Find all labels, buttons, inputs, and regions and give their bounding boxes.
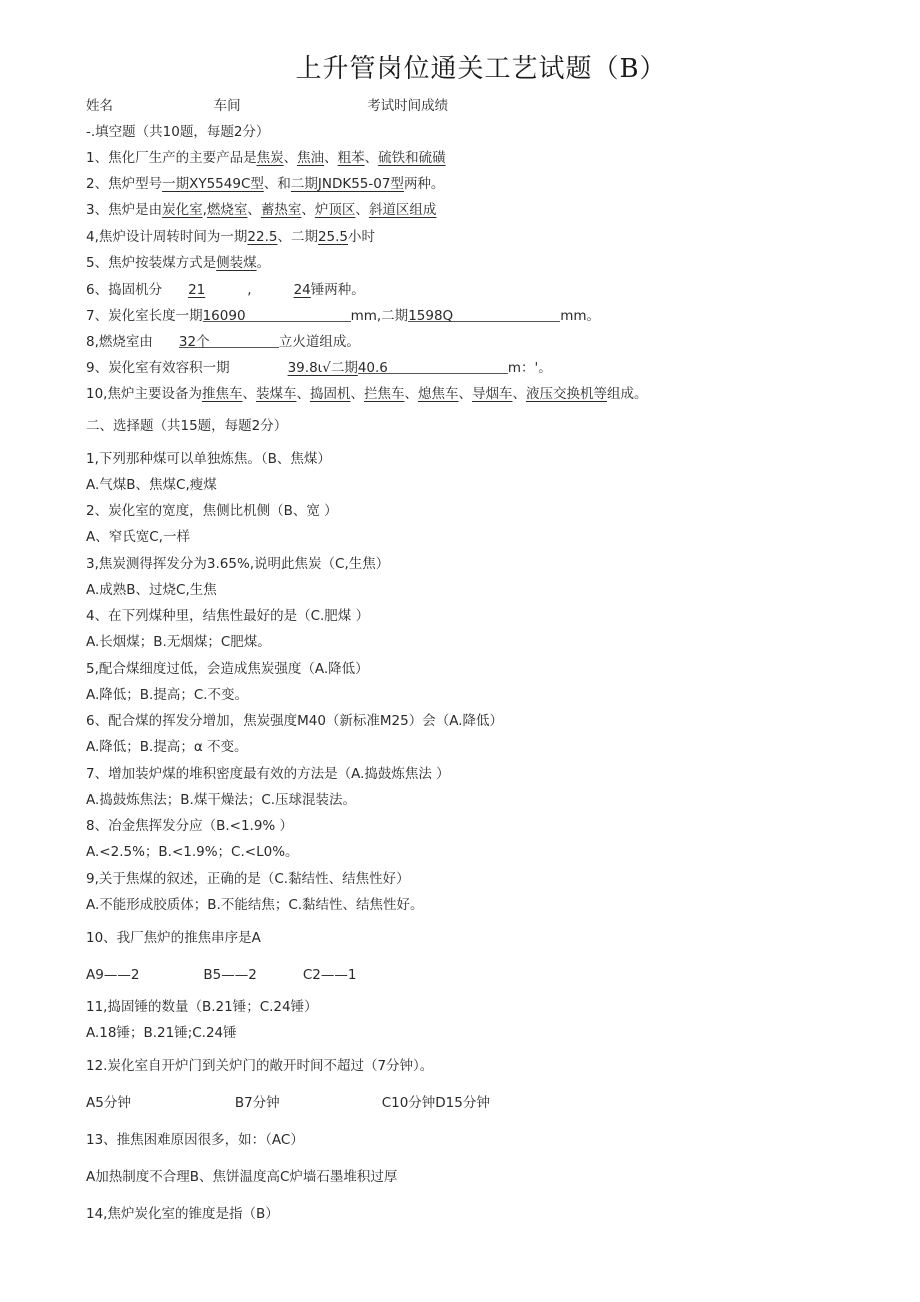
name-label: 姓名 [86, 98, 113, 114]
question-2 [86, 175, 444, 193]
question-1 [86, 149, 446, 167]
option-c: C10分钟D15分钟 [381, 1095, 490, 1111]
q9-text: m：'。 [507, 360, 552, 376]
q3-sep: 、 [355, 202, 369, 218]
choice-line: A.18锤；B.21锤;C.24锤 [86, 1025, 237, 1041]
q7-text: mm,二期 [350, 308, 409, 324]
q3-answer-1: 炭化室 [162, 202, 203, 218]
exam-label: 考试时间成绩 [367, 98, 449, 114]
question-3 [86, 201, 436, 219]
choice-line: A.长烟煤；B.无烟煤；C肥煤。 [86, 634, 271, 650]
question-4 [86, 228, 375, 246]
q12-options-row [86, 1094, 490, 1112]
choice-line: 14,焦炉炭化室的锥度是指（B） [86, 1206, 279, 1222]
choice-line: A.成熟B、过烧C,生焦 [86, 582, 217, 598]
choice-line: A.不能形成胶质体；B.不能结焦；C.黏结性、结焦性好。 [86, 897, 424, 913]
q1-sep: 、 [283, 150, 298, 166]
q8-text: 8,燃烧室由 [86, 334, 153, 350]
q4-text: 小时 [348, 229, 376, 245]
q1-sep: 、 [324, 150, 338, 166]
q3-sep: , [202, 202, 207, 218]
q4-text: 、二期 [277, 229, 318, 245]
option-c: C2——1 [302, 967, 357, 983]
q8-answer: 32个 [178, 334, 210, 350]
q10-sep: 、 [458, 386, 472, 402]
question-9 [86, 359, 552, 377]
q10-options-row [86, 966, 356, 984]
q8-text: 立火道组成。 [278, 334, 360, 350]
q10-answer-2: 装煤车 [255, 386, 297, 402]
q10-sep: 、 [350, 386, 364, 402]
q10-answer-1: 推焦车 [201, 386, 243, 402]
q4-answer-2: 25.5 [317, 229, 349, 245]
header-row [86, 97, 448, 115]
q9-text: 9、炭化室有效容积一期 [86, 360, 230, 376]
q7-answer-1-blank [203, 307, 351, 322]
q3-answer-2: 燃烧室 [206, 202, 248, 218]
q3-sep: 、 [247, 202, 261, 218]
choice-line: 9,关于焦煤的叙述，正确的是（C.黏结性、结焦性好） [86, 871, 410, 887]
q1-answer-3: 粗苯 [337, 150, 365, 166]
choice-line: 5,配合煤细度过低，会造成焦炭强度（A.降低） [86, 661, 369, 677]
q2-text: 2、焦炉型号 [86, 176, 163, 192]
choice-line: 8、冶金焦挥发分应（B.<1.9% ） [86, 818, 294, 834]
q5-text: 。 [256, 255, 271, 271]
section2-heading: 二、选择题（共15题，每题2分） [86, 418, 288, 434]
option-b: B5——2 [203, 967, 257, 983]
choice-line: 2、炭化室的宽度，焦侧比机侧（B、宽 ） [86, 503, 338, 519]
choice-line: 11,捣固锤的数量（B.21锤；C.24锤） [86, 999, 318, 1015]
q7-answer-2: 1598Q [408, 308, 454, 324]
q7-text: 7、炭化室长度一期 [86, 308, 203, 324]
q3-text: 3、焦炉是由 [86, 202, 163, 218]
q5-text: 5、焦炉按装煤方式是 [86, 255, 217, 271]
q10-sep: 、 [512, 386, 526, 402]
section1-heading: -.填空题（共10题，每题2分） [86, 124, 270, 140]
choice-line: A.降低；B.提高；α 不变。 [86, 739, 248, 755]
workshop-label: 车间 [213, 98, 241, 114]
q6-text: 锤两种。 [310, 282, 365, 298]
q4-text: 4,焦炉设计周转时间为一期 [86, 229, 248, 245]
q10-text: 组成。 [606, 386, 648, 402]
q10-answer-3: 捣固机 [309, 386, 351, 402]
q7-answer-1: 16090 [202, 308, 246, 324]
q6-text: 6、捣固机分 [86, 282, 163, 298]
choice-line: 6、配合煤的挥发分增加，焦炭强度M40（新标准M25）会（A.降低） [86, 713, 504, 729]
q4-answer-1: 22.5 [247, 229, 278, 245]
q10-sep: 、 [404, 386, 418, 402]
q6-sep: , [247, 282, 252, 298]
q10-answer-7: 液压交换机等 [525, 386, 607, 402]
choice-line: A、窄氏宽C,一样 [86, 529, 190, 545]
q10-text: 10,焦炉主要设备为 [86, 386, 202, 402]
q2-text: 、和 [263, 176, 291, 192]
q7-text: mm。 [560, 308, 600, 324]
option-b: B7分钟 [234, 1095, 280, 1111]
q7-answer-2-blank [408, 307, 560, 322]
q9-answer-2: 40.6 [357, 360, 388, 376]
q1-sep: 、 [364, 150, 379, 166]
choice-line: A.气煤B、焦煤C,瘦煤 [86, 477, 217, 493]
q10-sep: 、 [242, 386, 256, 402]
question-5 [86, 254, 270, 272]
question-10 [86, 385, 647, 403]
q1-text: 1、焦化厂生产的主要产品是 [86, 150, 257, 166]
q5-answer: 侧装煤 [216, 255, 257, 271]
question-8 [86, 333, 360, 351]
q1-answer-4: 硫铁和硫磺 [378, 150, 446, 166]
q3-sep: 、 [301, 202, 315, 218]
choice-line: A.<2.5%；B.<1.9%；C.<L0%。 [86, 844, 299, 860]
choice-line: A加热制度不合理B、焦饼温度高C炉墙石墨堆积过厚 [86, 1169, 398, 1185]
q10-answer-6: 导烟车 [471, 386, 513, 402]
question-6 [86, 281, 365, 299]
choice-line: 3,焦炭测得挥发分为3.65%,说明此焦炭（C,生焦） [86, 556, 390, 572]
q8-answer-blank [179, 333, 279, 348]
q9-answer-1: 39.8ι√二期 [287, 360, 358, 376]
q3-answer-5: 斜道区组成 [368, 202, 437, 218]
choice-line: 13、推焦困难原因很多，如：（AC） [86, 1132, 304, 1148]
q10-answer-5: 熄焦车 [417, 386, 459, 402]
choice-line: 10、我厂焦炉的推焦串序是A [86, 930, 261, 946]
choice-line: 7、增加装炉煤的堆积密度最有效的方法是（A.捣鼓炼焦法 ） [86, 766, 450, 782]
question-7 [86, 307, 600, 325]
choice-line: A.捣鼓炼焦法；B.煤干燥法；C.压球混装法。 [86, 792, 357, 808]
option-a: A9——2 [86, 967, 140, 983]
choice-line: 12.炭化室自开炉门到关炉门的敞开时间不超过（7分钟）。 [86, 1058, 434, 1074]
q2-answer-2: 二期JNDK55-07型 [290, 176, 404, 192]
q2-text: 两种。 [403, 176, 445, 192]
q3-answer-4: 炉顶区 [314, 202, 356, 218]
q9-answer-2-blank [358, 359, 508, 374]
q6-answer-1: 21 [188, 282, 206, 298]
page-title: 上升管岗位通关工艺试题（B） [295, 54, 667, 84]
q1-answer-2: 焦油 [297, 150, 325, 166]
q10-sep: 、 [296, 386, 310, 402]
option-a: A5分钟 [86, 1095, 131, 1111]
choice-line: 4、在下列煤种里，结焦性最好的是（C.肥煤 ） [86, 608, 370, 624]
choice-line: A.降低；B.提高；C.不变。 [86, 687, 249, 703]
q3-answer-3: 蓄热室 [260, 202, 302, 218]
q2-answer-1: 一期XY5549C型 [162, 176, 264, 192]
q6-answer-2: 24 [293, 282, 311, 298]
q10-answer-4: 拦焦车 [363, 386, 405, 402]
choice-line: 1,下列那种煤可以单独炼焦。（B、焦煤） [86, 451, 331, 467]
q1-answer-1: 焦炭 [256, 150, 284, 166]
